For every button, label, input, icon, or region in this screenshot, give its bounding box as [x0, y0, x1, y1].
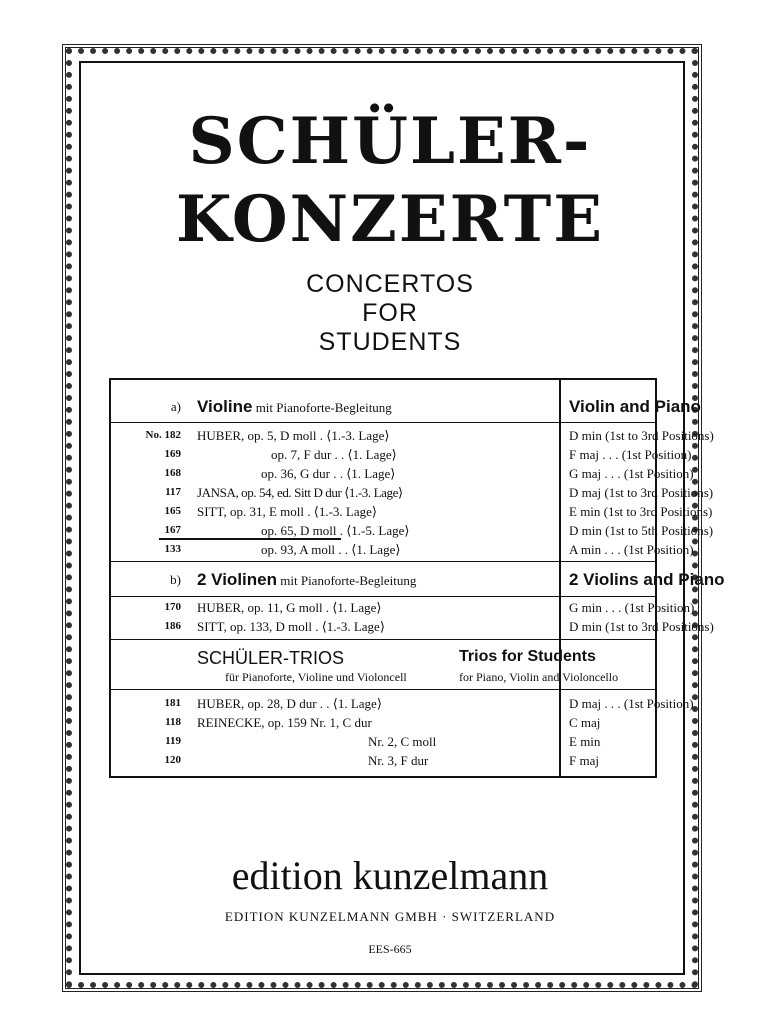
trios-title-en: Trios for Students — [459, 648, 596, 665]
work-de: op. 36, G dur . . ⟨1. Lage⟩ — [261, 466, 396, 481]
table-row — [111, 732, 655, 751]
work-de: Nr. 2, C moll — [368, 734, 437, 749]
table-row — [111, 483, 714, 502]
section-a-accompaniment: mit Pianoforte-Begleitung — [252, 400, 392, 415]
catalog-number: 165 — [164, 505, 181, 517]
catalog-number: 170 — [164, 601, 181, 613]
table-row — [111, 540, 694, 559]
work-de: HUBER, op. 28, D dur . . ⟨1. Lage⟩ — [197, 696, 382, 711]
work-de: op. 65, D moll . ⟨1.-5. Lage⟩ — [261, 523, 410, 538]
work-de: op. 7, F dur . . ⟨1. Lage⟩ — [271, 447, 397, 462]
catalog-number: 133 — [164, 543, 181, 555]
work-en: A min . . . (1st Position) — [569, 542, 694, 557]
table-row — [111, 445, 692, 464]
table-row — [111, 751, 655, 770]
work-en: G maj . . . (1st Position) — [569, 466, 694, 481]
divider — [111, 561, 655, 562]
work-de: REINECKE, op. 159 Nr. 1, C dur — [197, 715, 372, 730]
work-en: D min (1st to 3rd Positions) — [569, 619, 714, 634]
catalog-number: 118 — [165, 716, 181, 728]
subtitle-line-3: STUDENTS — [318, 328, 462, 356]
work-en: D maj . . . (1st Position) — [569, 696, 694, 711]
catalog-table — [109, 378, 725, 778]
table-row — [111, 694, 694, 713]
work-de: HUBER, op. 11, G moll . ⟨1. Lage⟩ — [197, 600, 382, 615]
section-b-header — [111, 567, 725, 593]
subtitle-line-2: FOR — [362, 299, 418, 327]
catalog-number: No. 182 — [145, 429, 181, 441]
work-en: F maj . . . (1st Position) — [569, 447, 692, 462]
subtitle-line-1: CONCERTOS — [306, 270, 474, 298]
catalog-number: 169 — [164, 448, 181, 460]
work-de: JANSA, op. 54, ed. Sitt D dur ⟨1.-3. Lage⟩ — [197, 485, 403, 500]
table-row — [111, 464, 694, 483]
section-b-title-en: 2 Violins and Piano — [569, 570, 725, 589]
work-de: HUBER, op. 5, D moll . ⟨1.-3. Lage⟩ — [197, 428, 390, 443]
work-de: SITT, op. 31, E moll . ⟨1.-3. Lage⟩ — [197, 504, 377, 519]
work-en: C maj — [569, 715, 601, 730]
section-a-header — [111, 394, 701, 420]
catalog-number: 119 — [165, 735, 181, 747]
section-b-prefix: b) — [170, 572, 181, 587]
table-row — [111, 598, 695, 617]
work-en: D min (1st to 5th Positions) — [569, 523, 714, 538]
work-de: SITT, op. 133, D moll . ⟨1.-3. Lage⟩ — [197, 619, 385, 634]
catalog-number: 117 — [165, 486, 181, 498]
section-b-title-de — [197, 567, 551, 594]
divider — [111, 639, 655, 640]
publisher-brand: edition kunzelmann — [231, 853, 549, 898]
section-b-accompaniment: mit Pianoforte-Begleitung — [277, 573, 417, 588]
divider — [111, 689, 655, 690]
work-en: E min — [569, 734, 601, 749]
work-en: G min . . . (1st Position) — [569, 600, 695, 615]
section-a-title-en: Violin and Piano — [569, 397, 701, 416]
catalog-number: 167 — [164, 524, 181, 536]
section-a-title-de — [197, 394, 551, 421]
catalog-number: 186 — [164, 620, 181, 632]
trios-subtitle-de: für Pianoforte, Violine und Violoncell — [225, 670, 407, 684]
table-row — [111, 713, 655, 732]
title-line-2: KONZERTE — [175, 182, 605, 257]
work-de: Nr. 3, F dur — [368, 753, 429, 768]
work-en: F maj — [569, 753, 599, 768]
work-de: op. 93, A moll . . ⟨1. Lage⟩ — [261, 542, 401, 557]
catalog-number: 168 — [164, 467, 181, 479]
trios-subtitle-en: for Piano, Violin and Violoncello — [459, 670, 619, 684]
catalog-number: 120 — [164, 754, 181, 766]
work-en: D min (1st to 3rd Positions) — [569, 428, 714, 443]
section-a-instrument: Violine — [197, 397, 253, 416]
trios-title-de: SCHÜLER-TRIOS — [197, 648, 345, 668]
table-row — [111, 502, 713, 521]
table-row — [111, 426, 714, 445]
publisher-company: EDITION KUNZELMANN GMBH · SWITZERLAND — [224, 909, 556, 924]
divider — [111, 596, 655, 597]
work-en: D maj (1st to 3rd Positions) — [569, 485, 714, 500]
catalog-code: EES-665 — [368, 942, 412, 956]
work-en: E min (1st to 3rd Positions) — [569, 504, 713, 519]
divider — [111, 422, 655, 423]
section-a-prefix: a) — [170, 399, 181, 414]
catalog-number: 181 — [164, 697, 181, 709]
table-row — [111, 617, 714, 636]
section-b-instrument: 2 Violinen — [197, 570, 277, 589]
title-line-1: SCHÜLER- — [188, 104, 592, 179]
